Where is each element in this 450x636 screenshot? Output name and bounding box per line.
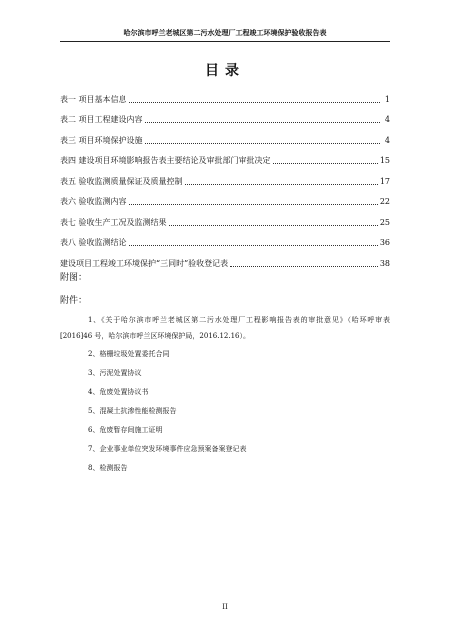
toc-entry-label: 表八 验收监测结论 xyxy=(60,238,127,247)
toc-entry-5[interactable] xyxy=(60,166,390,187)
toc-entry-page: 15 xyxy=(379,156,390,165)
figures-heading: 附图： xyxy=(60,273,88,283)
toc-entry-label: 表七 验收生产工况及监测结果 xyxy=(60,217,167,227)
toc-entry-1[interactable] xyxy=(60,84,390,105)
toc-leader-dots xyxy=(145,122,380,123)
toc-entry-page: 4 xyxy=(384,115,390,124)
attachments-heading: 附件： xyxy=(60,296,88,306)
toc-entry-label: 表五 验收监测质量保证及质量控制 xyxy=(60,176,183,186)
toc-entry-4[interactable] xyxy=(60,146,390,167)
toc-entry-9[interactable] xyxy=(60,248,390,269)
toc-entry-page: 17 xyxy=(379,176,390,186)
toc-leader-dots xyxy=(129,102,380,103)
toc-leader-dots xyxy=(185,184,378,185)
toc-entry-label: 表三 项目环境保护设施 xyxy=(60,135,143,145)
page-title: 目录 xyxy=(205,63,245,79)
page-number: II xyxy=(222,603,228,611)
toc-entry-page: 38 xyxy=(379,258,390,268)
attachment-item: 1、《关于哈尔滨市呼兰老城区第二污水处理厂工程影响报告表的审批意见》（哈环呼审表[2016]46 号，哈尔滨市呼兰区环境保护局，2016.12.16）。 xyxy=(60,316,390,340)
toc-leader-dots xyxy=(129,245,378,246)
running-header: 哈尔滨市呼兰老城区第二污水处理厂工程竣工环境保护验收报告表 xyxy=(123,29,327,37)
toc-leader-dots xyxy=(169,225,378,226)
toc-entry-page: 25 xyxy=(379,217,390,227)
toc-entry-page: 36 xyxy=(379,238,390,247)
toc-entry-page: 4 xyxy=(384,135,390,145)
toc-entry-label: 表一 项目基本信息 xyxy=(60,94,127,104)
attachment-item: 3、污泥处置协议 xyxy=(88,369,142,377)
toc-entry-7[interactable] xyxy=(60,207,390,228)
toc-entry-page: 1 xyxy=(384,94,390,104)
toc-entry-3[interactable] xyxy=(60,125,390,146)
attachment-item: 8、检测报告 xyxy=(88,464,128,472)
toc-entry-label: 表六 验收监测内容 xyxy=(60,197,127,206)
attachment-item: 5、混凝土抗渗性能检测报告 xyxy=(88,407,177,415)
attachment-item: 7、企业事业单位突发环境事件应急预案备案登记表 xyxy=(88,445,247,453)
attachments-list xyxy=(60,312,390,478)
toc-entry-8[interactable] xyxy=(60,228,390,249)
toc-leader-dots xyxy=(129,204,378,205)
attachment-item: 2、格栅垃圾处置委托合同 xyxy=(88,350,170,358)
toc-entry-label: 表四 建设项目环境影响报告表主要结论及审批部门审批决定 xyxy=(60,156,271,165)
toc-leader-dots xyxy=(145,143,380,144)
toc-entry-2[interactable] xyxy=(60,105,390,126)
toc-entry-label: 建设项目工程竣工环境保护“三同时”验收登记表 xyxy=(60,258,229,268)
toc-leader-dots xyxy=(273,163,378,164)
toc-leader-dots xyxy=(230,266,378,267)
toc-entry-label: 表二 项目工程建设内容 xyxy=(60,115,143,124)
attachment-item: 6、危废暂存间施工证明 xyxy=(88,426,163,434)
toc-entry-page: 22 xyxy=(379,197,390,206)
attachment-item: 4、危废处置协议书 xyxy=(88,388,149,396)
toc-entry-6[interactable] xyxy=(60,187,390,208)
table-of-contents xyxy=(60,84,390,269)
header-rule xyxy=(60,41,390,42)
